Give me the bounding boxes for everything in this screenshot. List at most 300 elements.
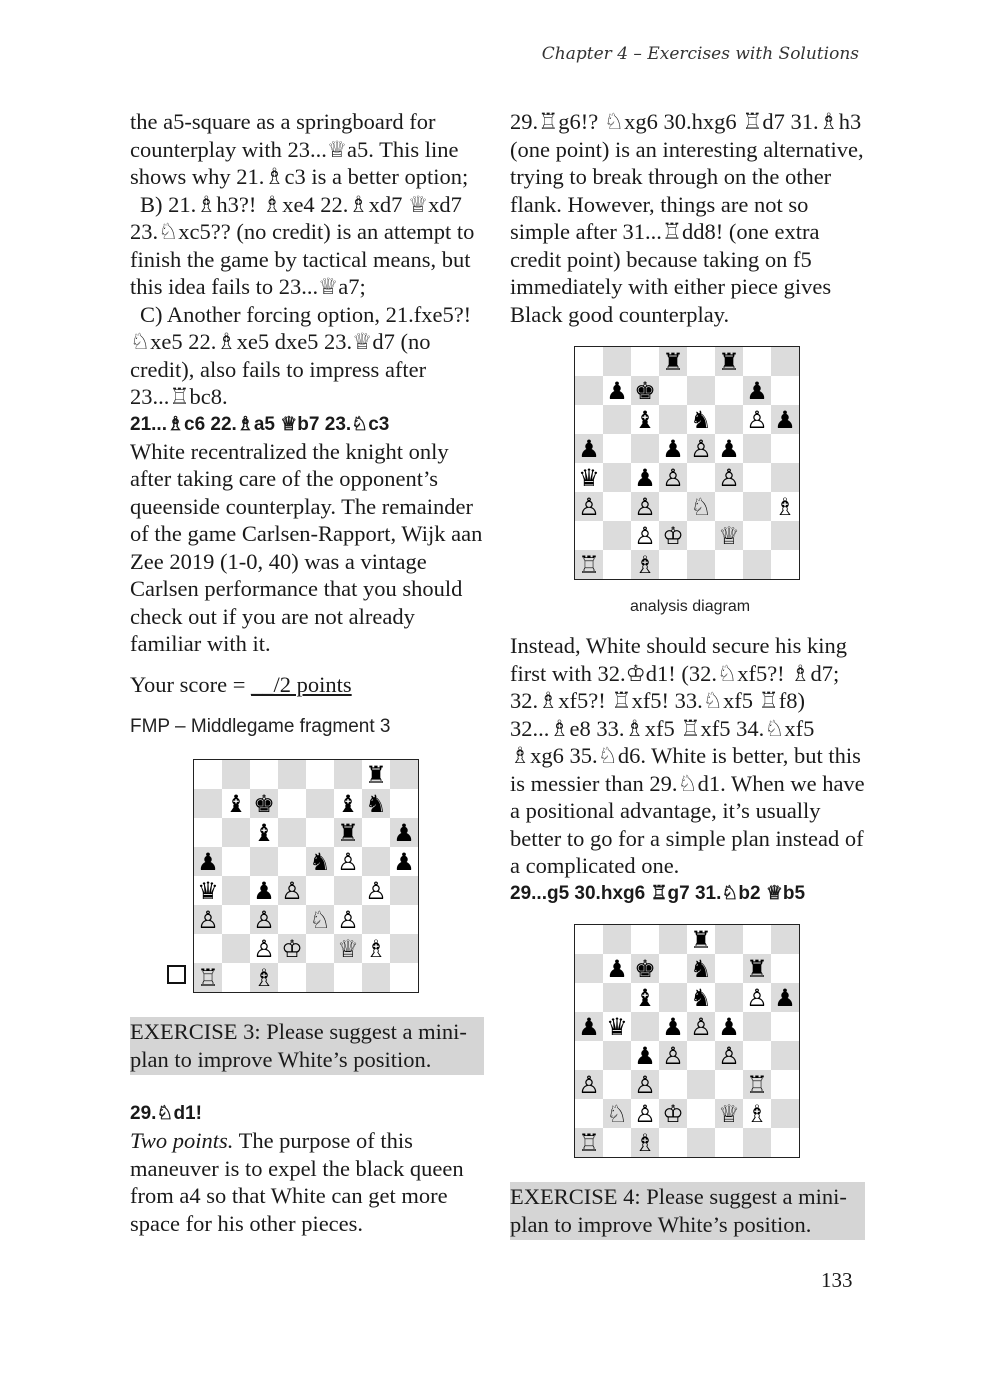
board-square <box>278 963 306 992</box>
board-square <box>659 347 687 376</box>
board-square <box>743 1041 771 1070</box>
board-square <box>603 1012 631 1041</box>
board-square <box>334 847 362 876</box>
chess-diagram-fragment-3 <box>193 759 419 993</box>
board-square <box>222 847 250 876</box>
board-square <box>362 847 390 876</box>
score-value: __/2 points <box>251 671 352 697</box>
black-bishop-icon: ♝ <box>634 983 656 1012</box>
black-pawn-icon: ♟ <box>746 376 768 405</box>
board-square <box>575 521 603 550</box>
board-square <box>631 492 659 521</box>
black-pawn-icon: ♟ <box>606 954 628 983</box>
board-square <box>659 376 687 405</box>
white-pawn-icon: ♙ <box>634 1099 656 1128</box>
board-square <box>362 818 390 847</box>
board-square <box>390 760 418 789</box>
black-pawn-icon: ♟ <box>662 434 684 463</box>
paragraph-text: The purpose of this maneuver is to expel the black queen from a4 so that White can get more space for his other pieces. <box>130 1128 464 1236</box>
board-square <box>194 847 222 876</box>
board-square <box>687 983 715 1012</box>
board-square <box>194 905 222 934</box>
board-square <box>362 905 390 934</box>
board-square <box>771 1128 799 1157</box>
black-rook-icon: ♜ <box>746 954 768 983</box>
board-square <box>334 760 362 789</box>
white-pawn-icon: ♙ <box>662 1041 684 1070</box>
board-square <box>659 550 687 579</box>
board-square <box>334 789 362 818</box>
board-square <box>631 405 659 434</box>
black-knight-icon: ♞ <box>690 954 712 983</box>
board-square <box>390 963 418 992</box>
white-pawn-icon: ♙ <box>634 1070 656 1099</box>
board-square <box>603 550 631 579</box>
board-square <box>250 818 278 847</box>
board-square <box>659 463 687 492</box>
board-square <box>575 347 603 376</box>
move-line: 21...♗c6 22.♗a5 ♕b7 23.♘c3 <box>130 413 390 435</box>
white-pawn-icon: ♙ <box>281 876 303 905</box>
board-square <box>659 1070 687 1099</box>
board-square <box>306 818 334 847</box>
board-square <box>743 550 771 579</box>
board-square <box>715 1070 743 1099</box>
board-square <box>715 492 743 521</box>
board-square <box>250 876 278 905</box>
running-header: Chapter 4 – Exercises with Solutions <box>541 44 859 64</box>
white-pawn-icon: ♙ <box>718 1041 740 1070</box>
board-square <box>631 954 659 983</box>
black-queen-icon: ♛ <box>197 876 219 905</box>
board-square <box>194 760 222 789</box>
italic-lead: Two points. <box>130 1128 234 1153</box>
board-square <box>715 983 743 1012</box>
board-square <box>771 954 799 983</box>
board-square <box>362 760 390 789</box>
board-square <box>278 847 306 876</box>
board-square <box>334 963 362 992</box>
white-pawn-icon: ♙ <box>634 521 656 550</box>
board-square <box>334 876 362 905</box>
board-square <box>575 463 603 492</box>
board-square <box>771 521 799 550</box>
score-label: Your score = <box>130 671 252 697</box>
board-square <box>631 463 659 492</box>
black-king-icon: ♚ <box>634 954 656 983</box>
board-square <box>687 405 715 434</box>
board-square <box>687 434 715 463</box>
black-knight-icon: ♞ <box>690 405 712 434</box>
board-square <box>362 934 390 963</box>
black-bishop-icon: ♝ <box>253 818 275 847</box>
board-square <box>771 1041 799 1070</box>
board-square <box>743 463 771 492</box>
right-text-block <box>510 632 866 907</box>
paragraph <box>130 1127 488 1237</box>
white-king-icon: ♔ <box>662 1099 684 1128</box>
board-square <box>687 1041 715 1070</box>
board-square <box>575 434 603 463</box>
board-square <box>715 376 743 405</box>
white-bishop-icon: ♗ <box>634 1128 656 1157</box>
board-square <box>603 1070 631 1099</box>
black-pawn-icon: ♟ <box>578 1012 600 1041</box>
exercise-3-box: EXERCISE 3: Please suggest a mini-plan to improve White’s position. <box>130 1017 484 1075</box>
black-pawn-icon: ♟ <box>634 463 656 492</box>
black-rook-icon: ♜ <box>690 925 712 954</box>
black-knight-icon: ♞ <box>309 847 331 876</box>
paragraph: C) Another forcing option, 21.fxe5?! ♘xe5 22.♗xe5 dxe5 23.♕d7 (no credit), also fails to impress after 23...♖bc8. <box>130 301 472 409</box>
board-square <box>575 954 603 983</box>
board-square <box>575 405 603 434</box>
board-square <box>687 492 715 521</box>
board-square <box>715 521 743 550</box>
board-square <box>278 876 306 905</box>
board-square <box>250 847 278 876</box>
board-square <box>278 789 306 818</box>
board-square <box>743 983 771 1012</box>
board-square <box>603 405 631 434</box>
board-square <box>771 492 799 521</box>
white-pawn-icon: ♙ <box>253 905 275 934</box>
black-queen-icon: ♛ <box>578 463 600 492</box>
score-line <box>130 672 488 698</box>
paragraph: White recentralized the knight only after taking care of the opponent’s queenside counterplay. The remainder of the game Carlsen-Rapport, Wijk aan Zee 2019 (1-0, 40) was a vintage Carlsen performance that you should check out if you are not already familiar with it. <box>130 438 483 656</box>
white-pawn-icon: ♙ <box>578 1070 600 1099</box>
board-square <box>194 934 222 963</box>
board-square <box>278 818 306 847</box>
black-rook-icon: ♜ <box>365 760 387 789</box>
white-rook-icon: ♖ <box>578 550 600 579</box>
black-bishop-icon: ♝ <box>634 405 656 434</box>
black-pawn-icon: ♟ <box>718 434 740 463</box>
board-square <box>575 1012 603 1041</box>
black-pawn-icon: ♟ <box>774 405 796 434</box>
board-square <box>306 876 334 905</box>
board-square <box>603 954 631 983</box>
paragraph: Instead, White should secure his king first with 32.♔d1! (32.♘xf5?! ♗d7; 32.♗xf5?! ♖xf5! 33.♘xf5 ♖f8) 32...♗e8 33.♗xf5 ♖xf5 34.♘xf5 ♗xg6 35.♘d6. White is better, but this is messier than 29.♘d1. When we have a positional advantage, it’s usually better to go for a simple plan instead of a complicated one. <box>510 633 865 878</box>
board-square <box>603 492 631 521</box>
board-square <box>194 818 222 847</box>
board-square <box>278 760 306 789</box>
board-square <box>743 1070 771 1099</box>
white-pawn-icon: ♙ <box>197 905 219 934</box>
white-pawn-icon: ♙ <box>662 463 684 492</box>
board-square <box>687 1128 715 1157</box>
board-square <box>771 376 799 405</box>
board-square <box>771 405 799 434</box>
board-square <box>715 463 743 492</box>
board-square <box>334 934 362 963</box>
board-square <box>575 492 603 521</box>
paragraph: 29.♖g6!? ♘xg6 30.hxg6 ♖d7 31.♗h3 (one point) is an interesting alternative, trying to break through on the other flank. However, things are not so simple after 31...♖dd8! (one extra credit point) because taking on f5 immediately with either piece gives Black good counterplay. <box>510 109 864 327</box>
black-pawn-icon: ♟ <box>662 1012 684 1041</box>
board-square <box>575 1070 603 1099</box>
black-pawn-icon: ♟ <box>606 376 628 405</box>
board-square <box>631 1128 659 1157</box>
white-queen-icon: ♕ <box>718 521 740 550</box>
white-rook-icon: ♖ <box>746 1070 768 1099</box>
board-square <box>771 347 799 376</box>
white-pawn-icon: ♙ <box>746 983 768 1012</box>
board-square <box>250 789 278 818</box>
board-square <box>687 1012 715 1041</box>
board-square <box>575 376 603 405</box>
board-square <box>278 934 306 963</box>
board-square <box>603 1041 631 1070</box>
board-square <box>715 405 743 434</box>
black-bishop-icon: ♝ <box>337 789 359 818</box>
white-king-icon: ♔ <box>662 521 684 550</box>
board-square <box>334 905 362 934</box>
board-square <box>390 847 418 876</box>
board-square <box>390 818 418 847</box>
answer-checkbox[interactable] <box>167 965 186 984</box>
board-square <box>659 1041 687 1070</box>
board-square <box>687 521 715 550</box>
board-square <box>659 1099 687 1128</box>
board-square <box>306 760 334 789</box>
board-square <box>222 789 250 818</box>
black-rook-icon: ♜ <box>662 347 684 376</box>
white-rook-icon: ♖ <box>578 1128 600 1157</box>
solution-block <box>130 1100 488 1237</box>
board-square <box>715 434 743 463</box>
board-square <box>659 1012 687 1041</box>
black-queen-icon: ♛ <box>606 1012 628 1041</box>
board-square <box>575 1099 603 1128</box>
board-square <box>390 876 418 905</box>
board-square <box>575 550 603 579</box>
white-knight-icon: ♘ <box>309 905 331 934</box>
black-pawn-icon: ♟ <box>578 434 600 463</box>
board-square <box>603 463 631 492</box>
board-square <box>743 347 771 376</box>
black-pawn-icon: ♟ <box>393 847 415 876</box>
right-column <box>510 108 866 328</box>
left-column <box>130 108 488 738</box>
board-square <box>771 983 799 1012</box>
board-square <box>687 550 715 579</box>
white-bishop-icon: ♗ <box>774 492 796 521</box>
board-square <box>715 1128 743 1157</box>
board-square <box>743 405 771 434</box>
board-square <box>771 434 799 463</box>
board-square <box>659 925 687 954</box>
board-square <box>659 1128 687 1157</box>
board-square <box>687 347 715 376</box>
black-rook-icon: ♜ <box>718 347 740 376</box>
board-square <box>390 934 418 963</box>
board-square <box>222 760 250 789</box>
white-pawn-icon: ♙ <box>337 905 359 934</box>
board-square <box>362 789 390 818</box>
board-square <box>743 434 771 463</box>
board-square <box>631 550 659 579</box>
move-line: 29...g5 30.hxg6 ♖g7 31.♘b2 ♕b5 <box>510 882 806 904</box>
white-rook-icon: ♖ <box>197 963 219 992</box>
board-square <box>743 376 771 405</box>
board-square <box>250 934 278 963</box>
board-square <box>687 1070 715 1099</box>
board-square <box>603 347 631 376</box>
paragraph: B) 21.♗h3?! ♗xe4 22.♗xd7 ♕xd7 23.♘xc5?? (no credit) is an attempt to finish the game by tactical means, but this idea fails to 23...♕a7; <box>130 191 475 299</box>
white-bishop-icon: ♗ <box>634 550 656 579</box>
board-square <box>659 983 687 1012</box>
chess-diagram-after-31 <box>574 924 800 1158</box>
board-square <box>306 963 334 992</box>
board-square <box>631 983 659 1012</box>
board-square <box>603 925 631 954</box>
board-square <box>743 492 771 521</box>
board-square <box>743 925 771 954</box>
board-square <box>631 521 659 550</box>
board-square <box>334 818 362 847</box>
black-pawn-icon: ♟ <box>253 876 275 905</box>
white-pawn-icon: ♙ <box>690 434 712 463</box>
white-bishop-icon: ♗ <box>746 1099 768 1128</box>
white-pawn-icon: ♙ <box>690 1012 712 1041</box>
board-square <box>715 347 743 376</box>
white-king-icon: ♔ <box>281 934 303 963</box>
board-square <box>687 376 715 405</box>
board-square <box>659 954 687 983</box>
fragment-title: FMP – Middlegame fragment 3 <box>130 715 391 737</box>
board-square <box>659 492 687 521</box>
board-square <box>743 1099 771 1128</box>
board-square <box>306 905 334 934</box>
board-square <box>603 983 631 1012</box>
paragraph: the a5-square as a springboard for counterplay with 23...♕a5. This line shows why 21.♗c3 is a better option; <box>130 109 469 189</box>
board-square <box>743 1128 771 1157</box>
black-bishop-icon: ♝ <box>225 789 247 818</box>
white-pawn-icon: ♙ <box>253 934 275 963</box>
black-rook-icon: ♜ <box>337 818 359 847</box>
board-square <box>687 925 715 954</box>
board-square <box>222 934 250 963</box>
board-square <box>631 1070 659 1099</box>
black-knight-icon: ♞ <box>365 789 387 818</box>
board-square <box>194 789 222 818</box>
board-square <box>715 954 743 983</box>
board-square <box>575 983 603 1012</box>
board-square <box>306 934 334 963</box>
board-square <box>743 1012 771 1041</box>
board-square <box>715 925 743 954</box>
board-square <box>631 1041 659 1070</box>
board-square <box>715 1012 743 1041</box>
board-square <box>631 347 659 376</box>
board-square <box>687 1099 715 1128</box>
page-number: 133 <box>821 1268 853 1292</box>
board-square <box>222 876 250 905</box>
board-square <box>743 521 771 550</box>
board-square <box>715 1099 743 1128</box>
exercise-4-box: EXERCISE 4: Please suggest a mini-plan to improve White’s position. <box>510 1182 865 1240</box>
board-square <box>603 521 631 550</box>
board-square <box>250 760 278 789</box>
board-square <box>631 376 659 405</box>
board-square <box>390 789 418 818</box>
board-square <box>743 954 771 983</box>
white-bishop-icon: ♗ <box>365 934 387 963</box>
board-square <box>631 1099 659 1128</box>
board-square <box>771 925 799 954</box>
board-square <box>631 925 659 954</box>
move-line: 29.♘d1! <box>130 1103 202 1124</box>
board-square <box>631 434 659 463</box>
board-square <box>362 876 390 905</box>
white-pawn-icon: ♙ <box>578 492 600 521</box>
board-square <box>250 905 278 934</box>
black-pawn-icon: ♟ <box>197 847 219 876</box>
board-square <box>222 905 250 934</box>
board-square <box>222 963 250 992</box>
board-square <box>575 925 603 954</box>
white-knight-icon: ♘ <box>606 1099 628 1128</box>
black-pawn-icon: ♟ <box>634 1041 656 1070</box>
white-pawn-icon: ♙ <box>634 492 656 521</box>
board-square <box>659 405 687 434</box>
white-pawn-icon: ♙ <box>337 847 359 876</box>
white-queen-icon: ♕ <box>718 1099 740 1128</box>
board-square <box>603 434 631 463</box>
board-square <box>222 818 250 847</box>
white-bishop-icon: ♗ <box>253 963 275 992</box>
board-square <box>659 521 687 550</box>
board-square <box>362 963 390 992</box>
board-square <box>771 550 799 579</box>
board-square <box>687 954 715 983</box>
board-square <box>687 463 715 492</box>
board-square <box>306 847 334 876</box>
board-square <box>771 1099 799 1128</box>
white-pawn-icon: ♙ <box>365 876 387 905</box>
board-square <box>771 1070 799 1099</box>
white-pawn-icon: ♙ <box>746 405 768 434</box>
board-square <box>603 376 631 405</box>
board-square <box>715 1041 743 1070</box>
black-king-icon: ♚ <box>253 789 275 818</box>
board-square <box>575 1128 603 1157</box>
chess-analysis-diagram <box>574 346 800 580</box>
white-pawn-icon: ♙ <box>718 463 740 492</box>
board-square <box>575 1041 603 1070</box>
board-square <box>603 1128 631 1157</box>
board-square <box>771 1012 799 1041</box>
white-knight-icon: ♘ <box>690 492 712 521</box>
board-square <box>194 963 222 992</box>
black-pawn-icon: ♟ <box>718 1012 740 1041</box>
white-queen-icon: ♕ <box>337 934 359 963</box>
board-square <box>659 434 687 463</box>
board-square <box>715 550 743 579</box>
board-square <box>390 905 418 934</box>
black-knight-icon: ♞ <box>690 983 712 1012</box>
diagram-caption: analysis diagram <box>630 598 751 615</box>
board-square <box>631 1012 659 1041</box>
board-square <box>771 463 799 492</box>
board-square <box>194 876 222 905</box>
black-pawn-icon: ♟ <box>774 983 796 1012</box>
board-square <box>278 905 306 934</box>
black-pawn-icon: ♟ <box>393 818 415 847</box>
board-square <box>250 963 278 992</box>
board-square <box>603 1099 631 1128</box>
board-square <box>306 789 334 818</box>
black-king-icon: ♚ <box>634 376 656 405</box>
